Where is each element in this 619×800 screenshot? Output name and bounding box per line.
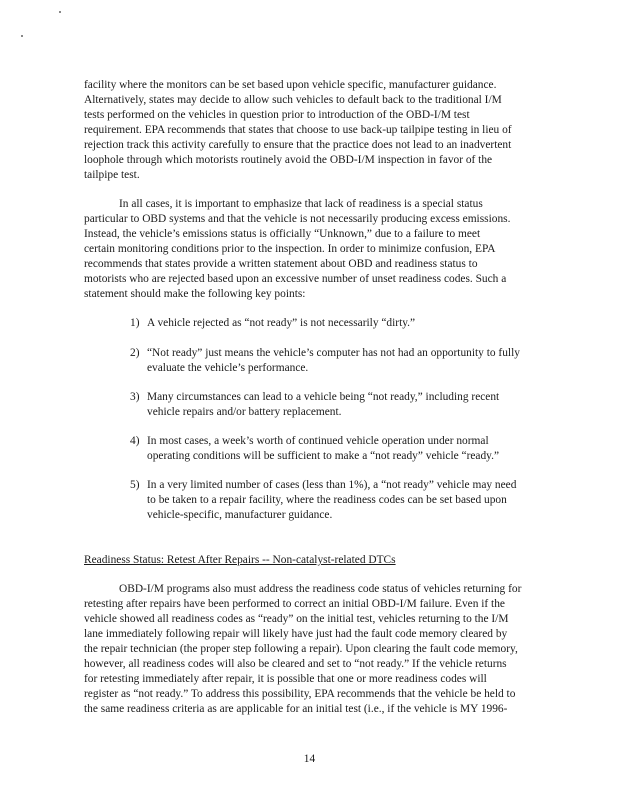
page-number: 14 <box>303 753 316 765</box>
text-line: facility where the monitors can be set based upon vehicle specific, manufacturer guidance. <box>84 79 497 91</box>
text-line: however, all readiness codes will also be cleared and set to “not ready.” If the vehicle returns <box>84 658 507 670</box>
text-line: motorists who are rejected based upon an excessive number of unset readiness codes. Such a <box>84 273 507 285</box>
list-number: 1) <box>130 317 140 329</box>
list-item <box>130 316 590 330</box>
list-item-text: A vehicle rejected as “not ready” is not necessarily “dirty.” <box>147 317 416 329</box>
list-item-text: Many circumstances can lead to a vehicle being “not ready,” including recent <box>147 391 500 403</box>
list-item <box>130 478 590 492</box>
list-item-text: “Not ready” just means the vehicle’s computer has not had an opportunity to fully <box>147 347 520 359</box>
text-line: retesting after repairs have been performed to correct an initial OBD-I/M failure. Even if the <box>84 598 505 610</box>
text-line: register as “not ready.” To address this possibility, EPA recommends that the vehicle be held to <box>84 688 516 700</box>
text-line: the repair technician (the proper step following a repair). Upon clearing the fault code memory, <box>84 643 518 655</box>
list-item-text: In a very limited number of cases (less than 1%), a “not ready” vehicle may need <box>147 479 517 491</box>
text-line: In all cases, it is important to emphasize that lack of readiness is a special status <box>119 198 483 210</box>
text-line: recommends that states provide a written statement about OBD and readiness status to <box>84 258 478 270</box>
text-line: rejection track this activity carefully to ensure that the practice does not lead to an inadvertent <box>84 139 512 151</box>
list-item <box>130 434 590 448</box>
list-number: 2) <box>130 347 140 359</box>
list-item <box>130 346 590 360</box>
list-item-text: to be taken to a repair facility, where the readiness codes can be set based upon <box>147 494 507 506</box>
text-line: vehicle showed all readiness codes as “ready” on the initial test, vehicles returning to the I/M <box>84 613 509 625</box>
text-line: loophole through which motorists routinely avoid the OBD-I/M inspection in favor of the <box>84 154 493 166</box>
text-line: tests performed on the vehicles in question prior to introduction of the OBD-I/M test <box>84 109 470 121</box>
text-line: Instead, the vehicle’s emissions status is officially “Unknown,” due to a failure to meet <box>84 228 481 240</box>
text-line: for retesting immediately after repair, it is possible that one or more readiness codes will <box>84 673 487 685</box>
list-item-text: vehicle-specific, manufacturer guidance. <box>147 509 333 521</box>
text-line: tailpipe test. <box>84 169 140 181</box>
list-item-text: evaluate the vehicle’s performance. <box>147 362 309 374</box>
text-line: statement should make the following key points: <box>84 288 306 300</box>
text-line: lane immediately following repair will likely have just had the fault code memory cleared by <box>84 628 508 640</box>
scan-speck <box>21 35 23 37</box>
section-heading: Readiness Status: Retest After Repairs -- Non-catalyst-related DTCs <box>84 554 396 566</box>
list-number: 4) <box>130 435 140 447</box>
list-number: 3) <box>130 391 140 403</box>
text-line: OBD-I/M programs also must address the readiness code status of vehicles returning for <box>119 583 522 595</box>
text-line: certain monitoring conditions prior to the inspection. In order to minimize confusion, EPA <box>84 243 496 255</box>
list-item-text: vehicle repairs and/or battery replacement. <box>147 406 342 418</box>
list-item-text: In most cases, a week’s worth of continued vehicle operation under normal <box>147 435 489 447</box>
list-item-text: operating conditions will be sufficient to make a “not ready” vehicle “ready.” <box>147 450 500 462</box>
text-line: requirement. EPA recommends that states that choose to use back-up tailpipe testing in lieu of <box>84 124 512 136</box>
list-number: 5) <box>130 479 140 491</box>
text-line: the same readiness criteria as are applicable for an initial test (i.e., if the vehicle is MY 1996- <box>84 703 508 715</box>
scan-speck <box>59 11 61 13</box>
text-line: particular to OBD systems and that the vehicle is not necessarily producing excess emissions. <box>84 213 511 225</box>
list-item <box>130 390 590 404</box>
text-line: Alternatively, states may decide to allow such vehicles to default back to the traditional I/M <box>84 94 502 106</box>
